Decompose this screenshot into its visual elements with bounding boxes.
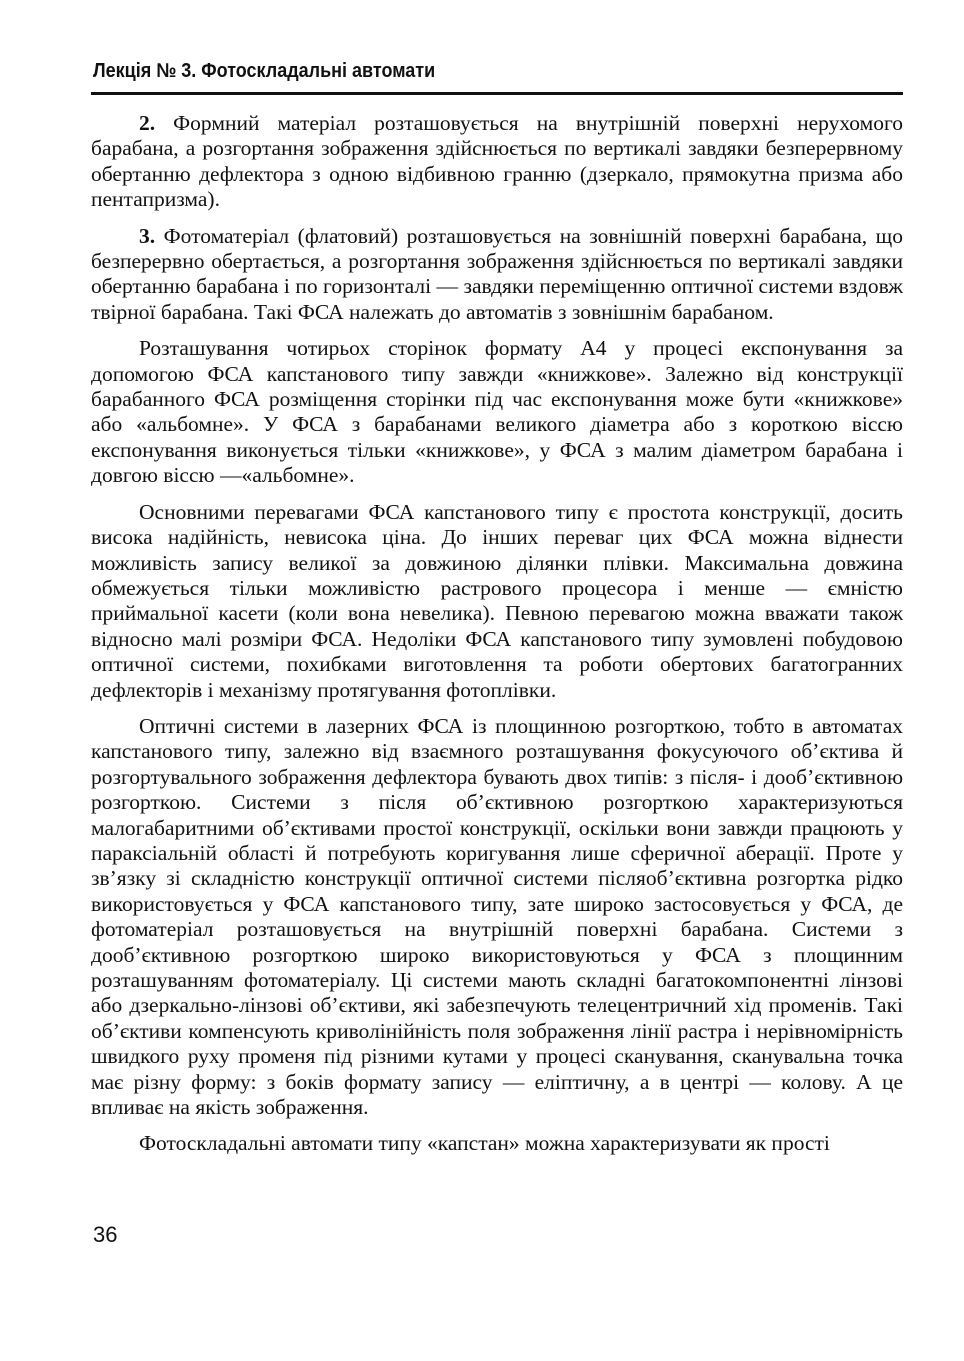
body-text [91,111,903,1168]
paragraph-text: Фотоматеріал (флатовий) розташовується на зовнішній поверхні барабана, що безперервно обертається, а розгортання зображення здійснюється по вертикалі завдяки обертанню барабана і по горизонталі — завдяки переміщенню оптичної системи вздовж твірної барабана. Такі ФСА належать до автоматів з зовнішнім барабаном. [91,223,903,324]
paragraph-text: Основними перевагами ФСА капстанового типу є простота конструкції, досить висока надійність, невисока ціна. До інших переваг цих ФСА можна віднести можливість запису великої за довжиною ділянки плівки. Максимальна довжина обмежується тільки можливістю растрового процесора і менше — ємністю приймальної касети (коли вона невелика). Певною перевагою можна вважати також відносно малі розміри ФСА. Недоліки ФСА капстанового типу зумовлені побудовою оптичної системи, похибками виготовлення та роботи обертових багатогранних дефлекторів і механізму протягування фотоплівки. [91,499,903,702]
paragraph-advantages [91,500,903,703]
paragraph-optical-systems [91,714,903,1121]
paragraph-text: Формний матеріал розташовується на внутрішній поверхні нерухомого барабана, а розгортання зображення здійснюється по вертикалі завдяки безперервному обертанню дефлектора з одною відбивною гранню (дзеркало, прямокутна призма або пентапризма). [91,111,903,212]
paragraph-text: Фотоскладальні автомати типу «капстан» можна характеризувати як прості [139,1131,830,1156]
item-number: 3. [139,223,156,248]
paragraph-text: Розташування чотирьох сторінок формату А4 у процесі експонування за допомогою ФСА капстанового типу завжди «книжкове». Залежно від конструкції барабанного ФСА розміщення сторінки під час експонування може бути «книжкове» або «альбомне». У ФСА з барабанами великого діаметра або з короткою віссю експонування виконується тільки «книжкове», у ФСА з малим діаметром барабана і довгою віссю —«альбомне». [91,336,903,488]
paragraph-item-2 [91,111,903,213]
running-header: Лекція № 3. Фотоскладальні автомати [93,60,436,82]
header-rule [91,92,903,95]
page-number: 36 [93,1222,118,1247]
paragraph-page-layout [91,336,903,488]
paragraph-capstan [91,1131,903,1156]
item-number: 2. [139,111,156,135]
paragraph-text: Оптичні системи в лазерних ФСА із площинною розгорткою, тобто в автоматах капстанового типу, залежно від взаємного розташування фокусуючого об’єктива й розгортувального зображення дефлектора бувають двох типів: з після- і дооб’єктивною розгорткою. Системи з після об’єктивною розгорткою характеризуються малогабаритними об’єктивами простої конструкції, оскільки вони завжди працюють у параксіальній області й потребують коригування лише сферичної аберації. Проте у зв’язку зі складністю конструкції оптичної системи післяоб’єктивна розгортка рідко використовується у ФСА капстанового типу, зате широко застосовується у ФСА, де фотоматеріал розташовується на внутрішній поверхні барабана. Системи з дооб’єктивною розгорткою широко використовуються у ФСА з площинним розташуванням фотоматеріалу. Ці системи мають складні багатокомпонентні лінзові або дзеркально-лінзові об’єктиви, які забезпечують телецентричний хід променів. Такі об’єктиви компенсують криволінійність поля зображення лінії растра і нерівномірність швидкого руху променя під різними кутами у процесі сканування, сканувальна точка має різну форму: з боків формату запису — еліптичну, а в центрі — колову. А це впливає на якість зображення. [91,713,903,1120]
paragraph-item-3 [91,224,903,326]
